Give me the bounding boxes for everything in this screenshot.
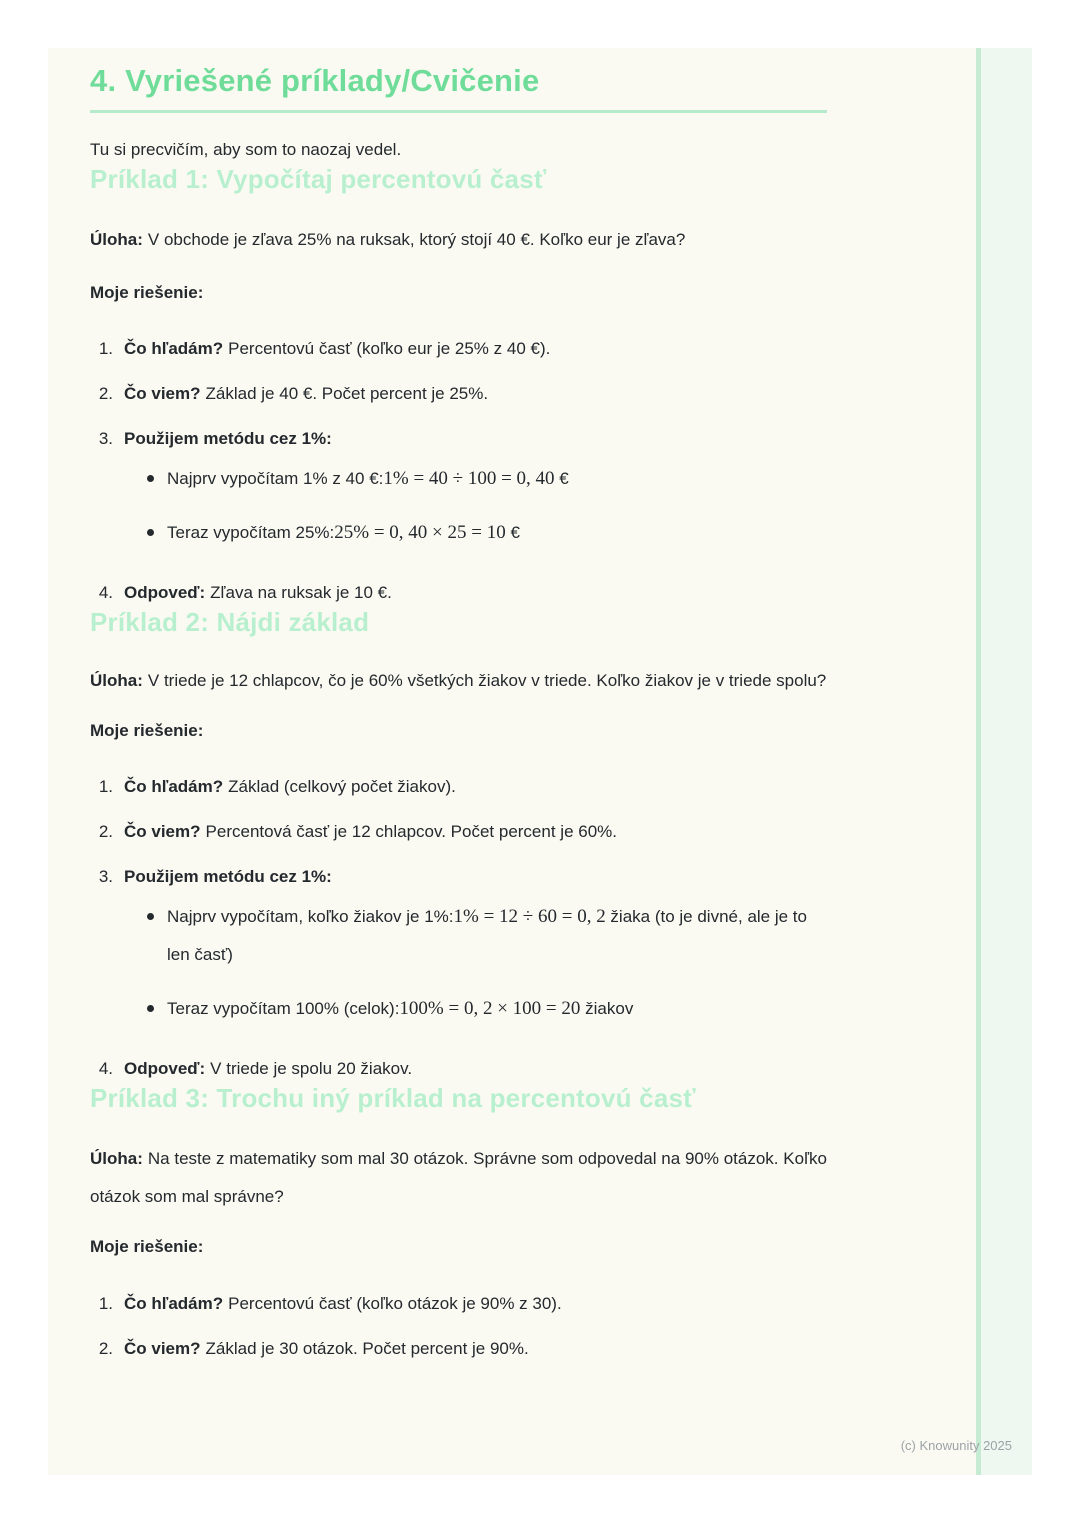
step-number: 1. xyxy=(98,1294,113,1313)
math-expression: 25% = 0, 40 × 25 = 10 xyxy=(334,522,506,543)
step-item xyxy=(95,774,827,800)
example-3-heading: Príklad 3: Trochu iný príklad na percentovú časť xyxy=(90,1083,696,1113)
step-item xyxy=(95,381,827,407)
step-number: 1. xyxy=(98,339,113,358)
bullet-tail: € xyxy=(554,469,569,488)
step-title: Čo hľadám? xyxy=(124,1294,224,1313)
example-2 xyxy=(90,606,827,1082)
example-3-steps xyxy=(90,1291,827,1362)
bullet-list xyxy=(124,898,827,1028)
step-text: Základ je 40 €. Počet percent je 25%. xyxy=(205,384,489,403)
step-text: Percentovú časť (koľko otázok je 90% z 30). xyxy=(228,1294,562,1313)
bullet-tail: žiaka (to je divné, ale je to len časť) xyxy=(167,907,807,964)
step-number: 1. xyxy=(98,777,113,796)
example-2-heading: Príklad 2: Nájdi základ xyxy=(90,607,370,637)
step-title: Čo viem? xyxy=(124,822,201,841)
bullet-dot-icon xyxy=(147,913,154,920)
task-text: V obchode je zľava 25% na ruksak, ktorý stojí 40 €. Koľko eur je zľava? xyxy=(147,230,686,249)
step-number: 4. xyxy=(98,583,113,602)
step-text: Percentovú časť (koľko eur je 25% z 40 €). xyxy=(228,339,551,358)
step-text: Základ je 30 otázok. Počet percent je 90%. xyxy=(205,1339,529,1358)
step-number: 3. xyxy=(98,867,113,886)
example-1-heading: Príklad 1: Vypočítaj percentovú časť xyxy=(90,164,547,194)
bullet-item xyxy=(124,460,827,498)
step-item xyxy=(95,1291,827,1317)
bullet-item xyxy=(124,990,827,1028)
step-title: Použijem metódu cez 1%: xyxy=(124,429,332,448)
step-item xyxy=(95,1056,827,1082)
bullet-dot-icon xyxy=(147,475,154,482)
bullet-tail: € xyxy=(505,523,520,542)
step-body xyxy=(124,774,827,800)
step-item xyxy=(95,580,827,606)
intro-text: Tu si precvičím, aby som to naozaj vedel. xyxy=(90,140,402,159)
bullet-item xyxy=(124,898,827,974)
page-title: 4. Vyriešené príklady/Cvičenie xyxy=(90,63,540,98)
step-text: Základ (celkový počet žiakov). xyxy=(228,777,456,796)
step-title: Použijem metódu cez 1%: xyxy=(124,867,332,886)
step-body xyxy=(124,1056,827,1082)
content-card xyxy=(48,48,976,1475)
example-3 xyxy=(90,1082,827,1362)
bullet-tail: žiakov xyxy=(580,999,634,1018)
example-2-steps xyxy=(90,774,827,1082)
step-number: 4. xyxy=(98,1059,113,1078)
step-item xyxy=(95,819,827,845)
step-title: Čo viem? xyxy=(124,384,201,403)
bullet-lead: Najprv vypočítam 1% z 40 €: xyxy=(167,469,384,488)
step-item xyxy=(95,426,827,554)
step-item xyxy=(95,1336,827,1362)
step-item xyxy=(95,336,827,362)
example-3-task xyxy=(90,1140,827,1216)
step-text: Percentová časť je 12 chlapcov. Počet percent je 60%. xyxy=(205,822,617,841)
title-underline xyxy=(90,110,827,113)
bullet-dot-icon xyxy=(147,1005,154,1012)
step-number: 2. xyxy=(98,384,113,403)
task-label: Úloha: xyxy=(90,671,143,690)
bullet-lead: Teraz vypočítam 100% (celok): xyxy=(167,999,400,1018)
copyright-notice: (c) Knowunity 2025 xyxy=(900,1438,1012,1453)
step-body xyxy=(124,1336,827,1362)
example-2-task xyxy=(90,662,827,700)
example-1-steps xyxy=(90,336,827,606)
step-body xyxy=(124,580,827,606)
step-item xyxy=(95,864,827,1030)
bullet-item xyxy=(124,514,827,552)
step-text: V triede je spolu 20 žiakov. xyxy=(210,1059,413,1078)
step-title: Čo hľadám? xyxy=(124,339,224,358)
step-title: Odpoveď: xyxy=(124,1059,206,1078)
step-body xyxy=(124,381,827,407)
math-expression: 1% = 12 ÷ 60 = 0, 2 xyxy=(453,906,606,927)
step-body xyxy=(124,1291,827,1317)
bullet-dot-icon xyxy=(147,529,154,536)
example-1 xyxy=(90,163,827,606)
step-title: Odpoveď: xyxy=(124,583,206,602)
step-number: 3. xyxy=(98,429,113,448)
bullet-lead: Teraz vypočítam 25%: xyxy=(167,523,335,542)
step-body xyxy=(124,864,827,1030)
side-stripe xyxy=(976,48,1032,1475)
task-label: Úloha: xyxy=(90,1149,143,1168)
step-title: Čo viem? xyxy=(124,1339,201,1358)
step-number: 2. xyxy=(98,822,113,841)
step-body xyxy=(124,819,827,845)
example-1-task xyxy=(90,221,827,259)
bullet-list xyxy=(124,460,827,552)
step-body xyxy=(124,426,827,554)
step-number: 2. xyxy=(98,1339,113,1358)
math-expression: 1% = 40 ÷ 100 = 0, 40 xyxy=(383,468,555,489)
bullet-lead: Najprv vypočítam, koľko žiakov je 1%: xyxy=(167,907,454,926)
math-expression: 100% = 0, 2 × 100 = 20 xyxy=(399,998,581,1019)
solution-label: Moje riešenie: xyxy=(90,283,204,302)
step-body xyxy=(124,336,827,362)
solution-label: Moje riešenie: xyxy=(90,721,204,740)
task-text: Na teste z matematiky som mal 30 otázok. Správne som odpovedal na 90% otázok. Koľko otázok som mal správne? xyxy=(90,1149,827,1206)
step-title: Čo hľadám? xyxy=(124,777,224,796)
task-label: Úloha: xyxy=(90,230,143,249)
step-text: Zľava na ruksak je 10 €. xyxy=(210,583,392,602)
task-text: V triede je 12 chlapcov, čo je 60% všetkých žiakov v triede. Koľko žiakov je v triede spolu? xyxy=(147,671,827,690)
solution-label: Moje riešenie: xyxy=(90,1237,204,1256)
